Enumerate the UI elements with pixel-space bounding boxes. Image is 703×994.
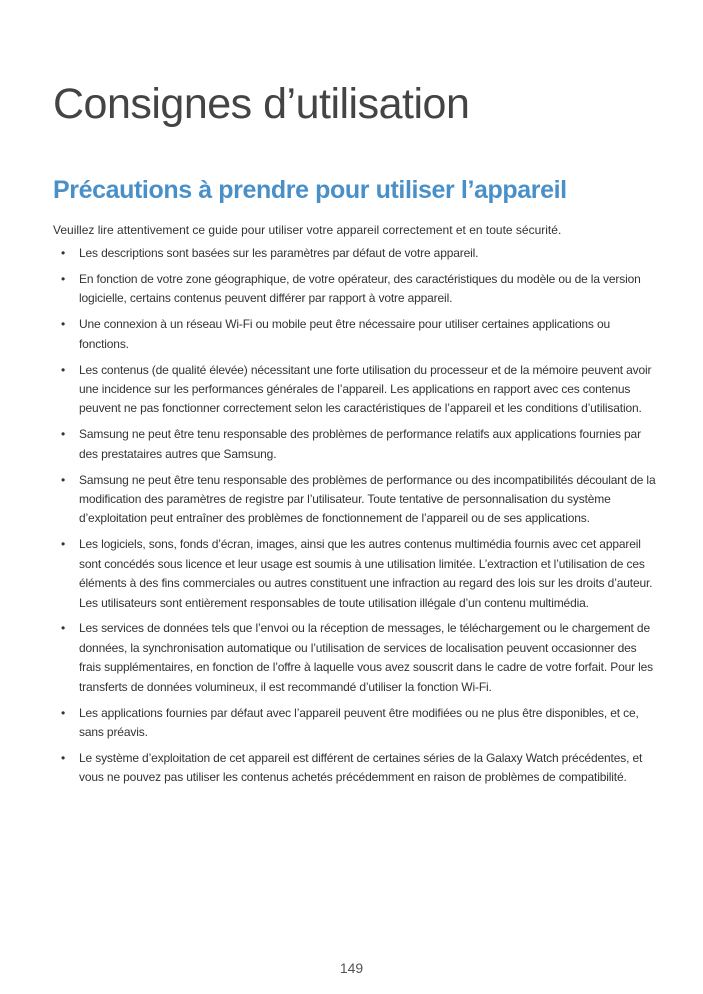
- list-item-text: Les logiciels, sons, fonds d’écran, images, ainsi que les autres contenus multimédia fournis avec cet appareil sont concédés sous licence et leur usage est soumis à une utilisation limitée. L’extraction et l’utilisation de ces éléments à des fins commerciales ou autres constituent une infraction au regard des lois sur les droits d’auteur. Les utilisateurs sont entièrement responsables de toute utilisation illégale d’un contenu multimédia.: [79, 537, 653, 610]
- list-item: [53, 361, 657, 419]
- list-item-text: Une connexion à un réseau Wi-Fi ou mobile peut être nécessaire pour utiliser certaines applications ou fonctions.: [79, 317, 610, 351]
- list-item: [53, 244, 657, 263]
- list-item: [53, 619, 657, 697]
- list-item: [53, 315, 657, 354]
- intro-paragraph: Veuillez lire attentivement ce guide pour utiliser votre appareil correctement et en toute sécurité.: [53, 223, 562, 237]
- list-item-text: Samsung ne peut être tenu responsable des problèmes de performance ou des incompatibilités découlant de la modification des paramètres de registre par l’utilisateur. Toute tentative de personnalisation du système d’exploitation peut entraîner des problèmes de fonctionnement de l’appareil ou de ses applications.: [79, 472, 656, 526]
- bullet-marker: •: [61, 271, 66, 286]
- list-item-text: Les services de données tels que l’envoi ou la réception de messages, le téléchargement ou le chargement de données, la synchronisation automatique ou l’utilisation de services de localisation peuvent occasionner des frais supplémentaires, en fonction de l’offre à laquelle vous avez souscrit dans le cadre de votre forfait. Pour les transferts de données volumineux, il est recommandé d’utiliser la fonction Wi-Fi.: [79, 621, 654, 694]
- list-item-text: Les contenus (de qualité élevée) nécessitant une forte utilisation du processeur et de la mémoire peuvent avoir une incidence sur les performances générales de l’appareil. Les applications en rapport avec ces contenus peuvent ne pas fonctionner correctement selon les caractéristiques de l’appareil et les conditions d’utilisation.: [79, 362, 652, 416]
- chapter-title: Consignes d’utilisation: [53, 80, 470, 128]
- bullet-marker: •: [61, 427, 66, 442]
- list-item-text: Le système d’exploitation de cet appareil est différent de certaines séries de la Galaxy Watch précédentes, et vous ne pouvez pas utiliser les contenus achetés précédemment en raison de problèmes de compatibilité.: [79, 750, 643, 785]
- bullet-marker: •: [61, 246, 66, 260]
- list-item: [53, 749, 657, 788]
- bullet-marker: •: [61, 537, 66, 552]
- list-item-text: Samsung ne peut être tenu responsable des problèmes de performance relatifs aux applications fournies par des prestataires autres que Samsung.: [79, 427, 641, 461]
- list-item-text: En fonction de votre zone géographique, de votre opérateur, des caractéristiques du modèle ou de la version logicielle, certains contenus peuvent différer par rapport à votre appareil.: [79, 271, 641, 306]
- bullet-marker: •: [61, 750, 66, 765]
- list-item-text: Les descriptions sont basées sur les paramètres par défaut de votre appareil.: [79, 246, 479, 260]
- bullet-marker: •: [61, 362, 66, 377]
- bullet-marker: •: [61, 317, 66, 332]
- bullet-marker: •: [61, 705, 66, 720]
- list-item: [53, 425, 657, 464]
- page-number: 149: [339, 960, 364, 976]
- bullet-marker: •: [61, 621, 66, 636]
- list-item: [53, 535, 657, 613]
- list-item: [53, 471, 657, 529]
- precautions-list: [53, 244, 657, 794]
- section-title: Précautions à prendre pour utiliser l’appareil: [53, 176, 567, 204]
- list-item: [53, 704, 657, 743]
- bullet-marker: •: [61, 472, 66, 487]
- list-item-text: Les applications fournies par défaut avec l’appareil peuvent être modifiées ou ne plus être disponibles, et ce, sans préavis.: [79, 705, 639, 739]
- list-item: [53, 270, 657, 309]
